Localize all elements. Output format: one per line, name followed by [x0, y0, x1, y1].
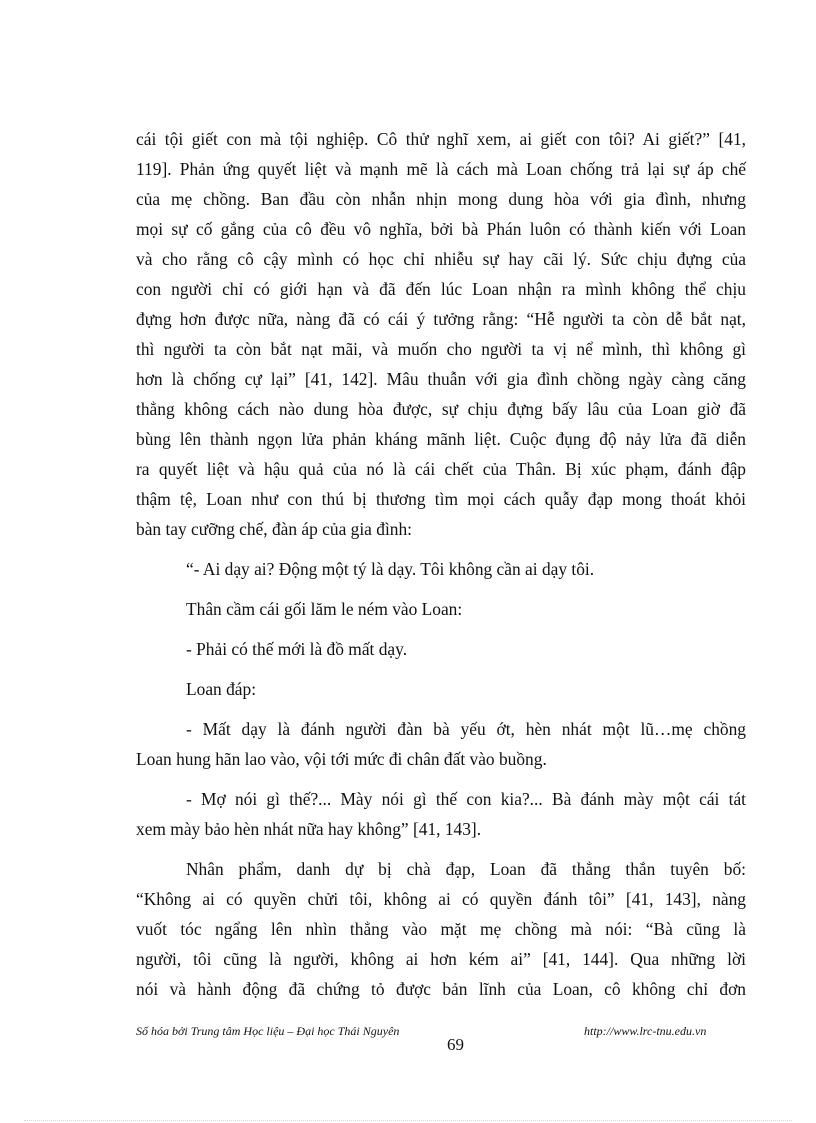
paragraph-continuation: [136, 124, 746, 544]
dialogue-paragraph: [136, 784, 746, 844]
text-line: thì người ta còn bắt nạt mãi, và muốn cho người ta vị nể mình, thì không gì: [136, 339, 746, 359]
text-line: 119]. Phản ứng quyết liệt và mạnh mẽ là cách mà Loan chống trả lại sự áp chế: [136, 159, 746, 179]
text-line: đựng hơn được nữa, nàng đã có cái ý tưởng rằng: “Hễ người ta còn dễ bắt nạt,: [136, 309, 746, 329]
text-line: nói và hành động đã chứng tỏ được bản lĩnh của Loan, cô không chỉ đơn: [136, 979, 746, 999]
text-line: cái tội giết con mà tội nghiệp. Cô thử nghĩ xem, ai giết con tôi? Ai giết?” [41,: [136, 129, 746, 149]
text-line: Thân cầm cái gối lăm le ném vào Loan:: [186, 599, 463, 619]
text-line: “Không ai có quyền chửi tôi, không ai có quyền đánh tôi” [41, 143], nàng: [136, 889, 746, 909]
dialogue-paragraph: [136, 594, 746, 624]
body-text: [136, 124, 746, 1004]
text-line: xem mày bảo hèn nhát nữa hay không” [41, 143].: [136, 819, 482, 839]
text-line: bàn tay cưỡng chế, đàn áp của gia đình:: [136, 519, 412, 539]
dialogue-paragraph: [136, 554, 746, 584]
text-line: - Mợ nói gì thế?... Mày nói gì thế con kia?... Bà đánh mày một cái tát: [186, 789, 746, 809]
text-line: thậm tệ, Loan như con thú bị thương tìm mọi cách quẫy đạp mong thoát khỏi: [136, 489, 746, 509]
dialogue-paragraph: [136, 634, 746, 664]
text-line: người, tôi cũng là người, không ai hơn kém ai” [41, 144]. Qua những lời: [136, 949, 746, 969]
text-line: Nhân phẩm, danh dự bị chà đạp, Loan đã thẳng thắn tuyên bố:: [186, 859, 746, 879]
page-number: 69: [447, 1035, 464, 1054]
text-line: của mẹ chồng. Ban đầu còn nhẫn nhịn mong dung hòa với gia đình, nhưng: [136, 189, 746, 209]
text-line: “- Ai dạy ai? Động một tý là dạy. Tôi không cần ai dạy tôi.: [186, 559, 595, 579]
page-bottom-divider: [24, 1120, 792, 1121]
text-line: vuốt tóc ngẩng lên nhìn thẳng vào mặt mẹ chồng mà nói: “Bà cũng là: [136, 919, 746, 939]
text-line: - Phải có thế mới là đồ mất dạy.: [186, 639, 408, 659]
text-line: con người chỉ có giới hạn và đã đến lúc Loan nhận ra mình không thể chịu: [136, 279, 746, 299]
text-line: Loan đáp:: [186, 679, 257, 699]
text-line: Loan hung hãn lao vào, vội tới mức đi chân đất vào buồng.: [136, 749, 547, 769]
text-line: ra quyết liệt và hậu quả của nó là cái chết của Thân. Bị xúc phạm, đánh đập: [136, 459, 746, 479]
paragraph: [136, 854, 746, 1004]
text-line: và cho rằng cô cậy mình có học chỉ nhiễu sự hay cãi lý. Sức chịu đựng của: [136, 249, 746, 269]
text-line: hơn là chống cự lại” [41, 142]. Mâu thuẫn với gia đình chồng ngày càng căng: [136, 369, 746, 389]
dialogue-paragraph: [136, 674, 746, 704]
text-line: thẳng không cách nào dung hòa được, sự chịu đựng bấy lâu của Loan giờ đã: [136, 399, 746, 419]
text-line: mọi sự cố gắng của cô đều vô nghĩa, bởi bà Phán luôn có thành kiến với Loan: [136, 219, 746, 239]
text-line: bùng lên thành ngọn lửa phản kháng mãnh liệt. Cuộc đụng độ nảy lửa đã diễn: [136, 429, 746, 449]
footer-source-text: Số hóa bởi Trung tâm Học liệu – Đại học Thái Nguyên: [136, 1024, 400, 1038]
text-line: - Mất dạy là đánh người đàn bà yếu ớt, hèn nhát một lũ…mẹ chồng: [186, 719, 746, 739]
footer-url: http://www.lrc-tnu.edu.vn: [584, 1024, 707, 1038]
dialogue-paragraph: [136, 714, 746, 774]
